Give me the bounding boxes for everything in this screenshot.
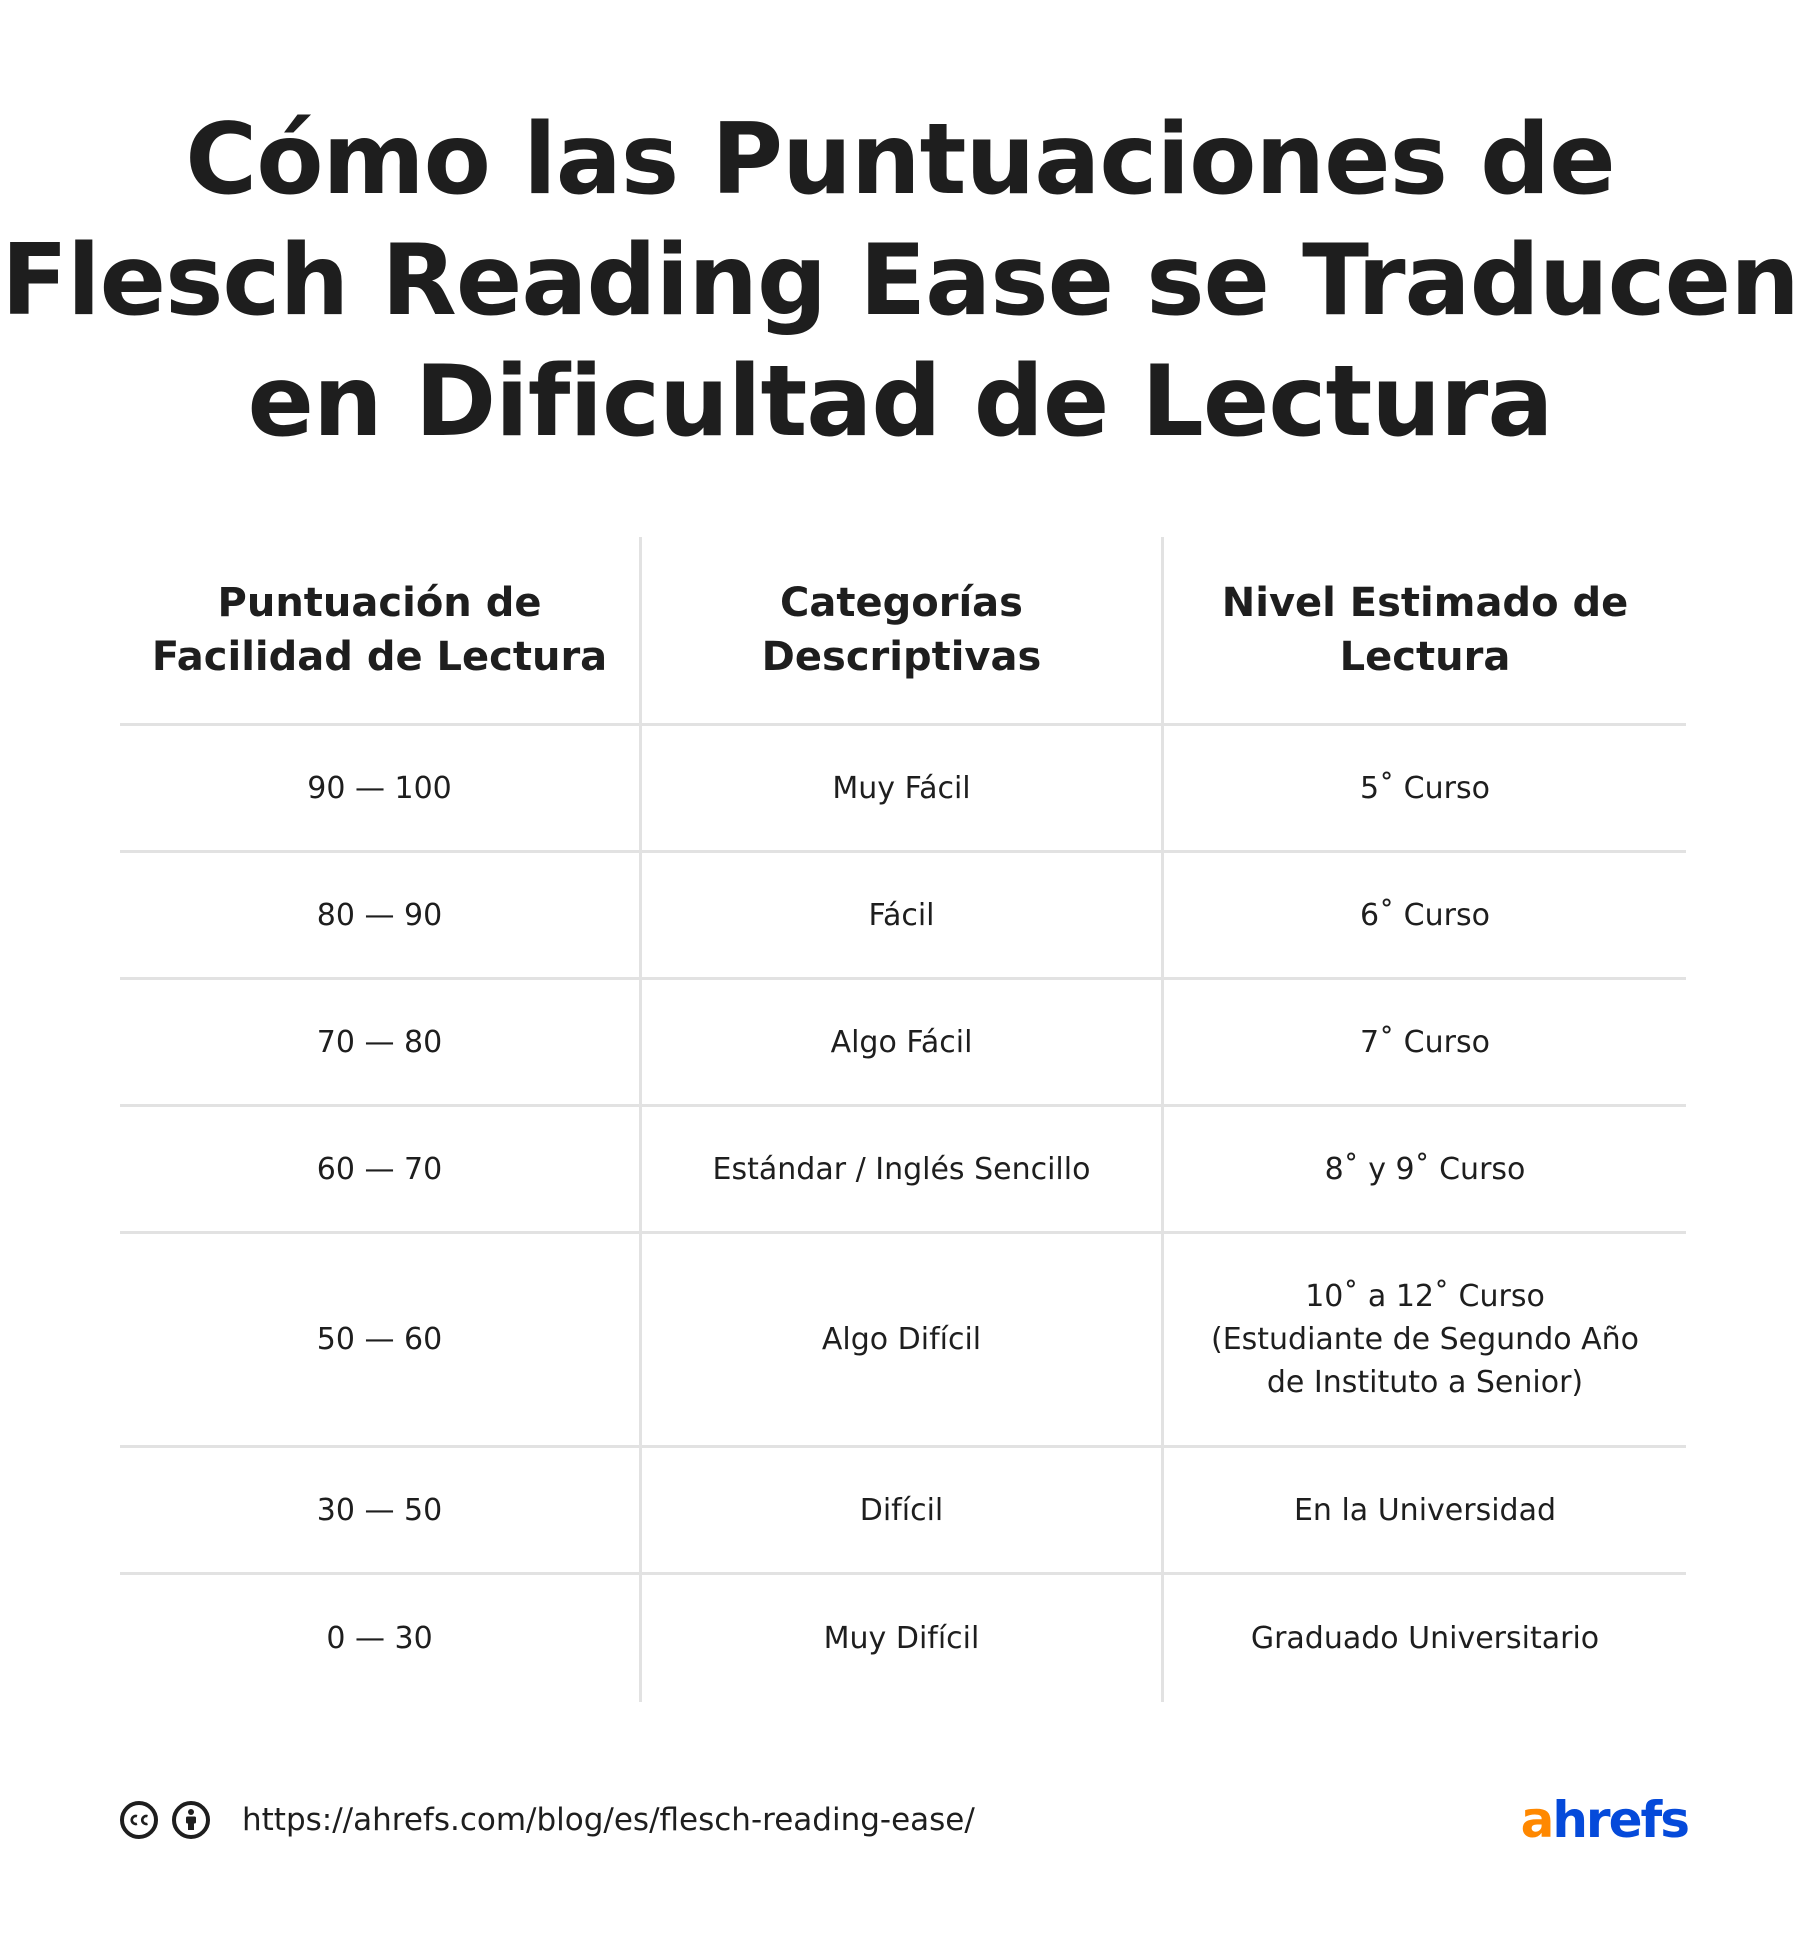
cell-level: 8˚ y 9˚ Curso [1324,1151,1526,1187]
cell-category: Algo Fácil [830,1024,973,1060]
logo-letter-a: a [1520,1791,1553,1849]
header-category: Categorías Descriptivas [761,580,1042,680]
cell-score: 80 — 90 [316,897,443,933]
cell-level: 10˚ a 12˚ Curso (Estudiante de Segundo Año de Instituto a Senior) [1210,1279,1640,1400]
attribution-icon [172,1801,210,1839]
cell-category: Estándar / Inglés Sencillo [712,1151,1091,1187]
cell-level: 6˚ Curso [1360,897,1490,933]
cell-score: 60 — 70 [316,1151,443,1187]
logo-text: hrefs [1552,1791,1688,1849]
header-score: Puntuación de Facilidad de Lectura [151,580,608,680]
title-line-1: Cómo las Puntuaciones de [185,103,1615,217]
cell-level: Graduado Universitario [1250,1621,1600,1656]
footer [120,1795,975,1845]
cell-score: 30 — 50 [316,1492,443,1528]
cell-score: 50 — 60 [316,1322,443,1357]
cell-score: 0 — 30 [326,1621,433,1656]
cell-score: 90 — 100 [307,770,452,806]
cell-level: En la Universidad [1293,1492,1557,1528]
cell-level: 5˚ Curso [1360,770,1490,806]
page-title [0,100,1800,463]
title-line-2: Flesch Reading Ease se Traducen [1,224,1799,338]
ahrefs-logo [1521,1790,1688,1850]
cell-category: Difícil [859,1492,944,1528]
cell-category: Fácil [868,897,935,933]
cell-category: Algo Difícil [821,1322,982,1357]
cell-category: Muy Difícil [823,1621,980,1656]
source-url[interactable]: https://ahrefs.com/blog/es/flesch-reading-ease/ [242,1802,975,1838]
title-line-3: en Dificultad de Lectura [247,345,1553,459]
cell-level: 7˚ Curso [1360,1024,1490,1060]
header-level: Nivel Estimado de Lectura [1221,580,1629,680]
creative-commons-icon [120,1801,158,1839]
cell-score: 70 — 80 [316,1024,443,1060]
cell-category: Muy Fácil [832,770,971,806]
